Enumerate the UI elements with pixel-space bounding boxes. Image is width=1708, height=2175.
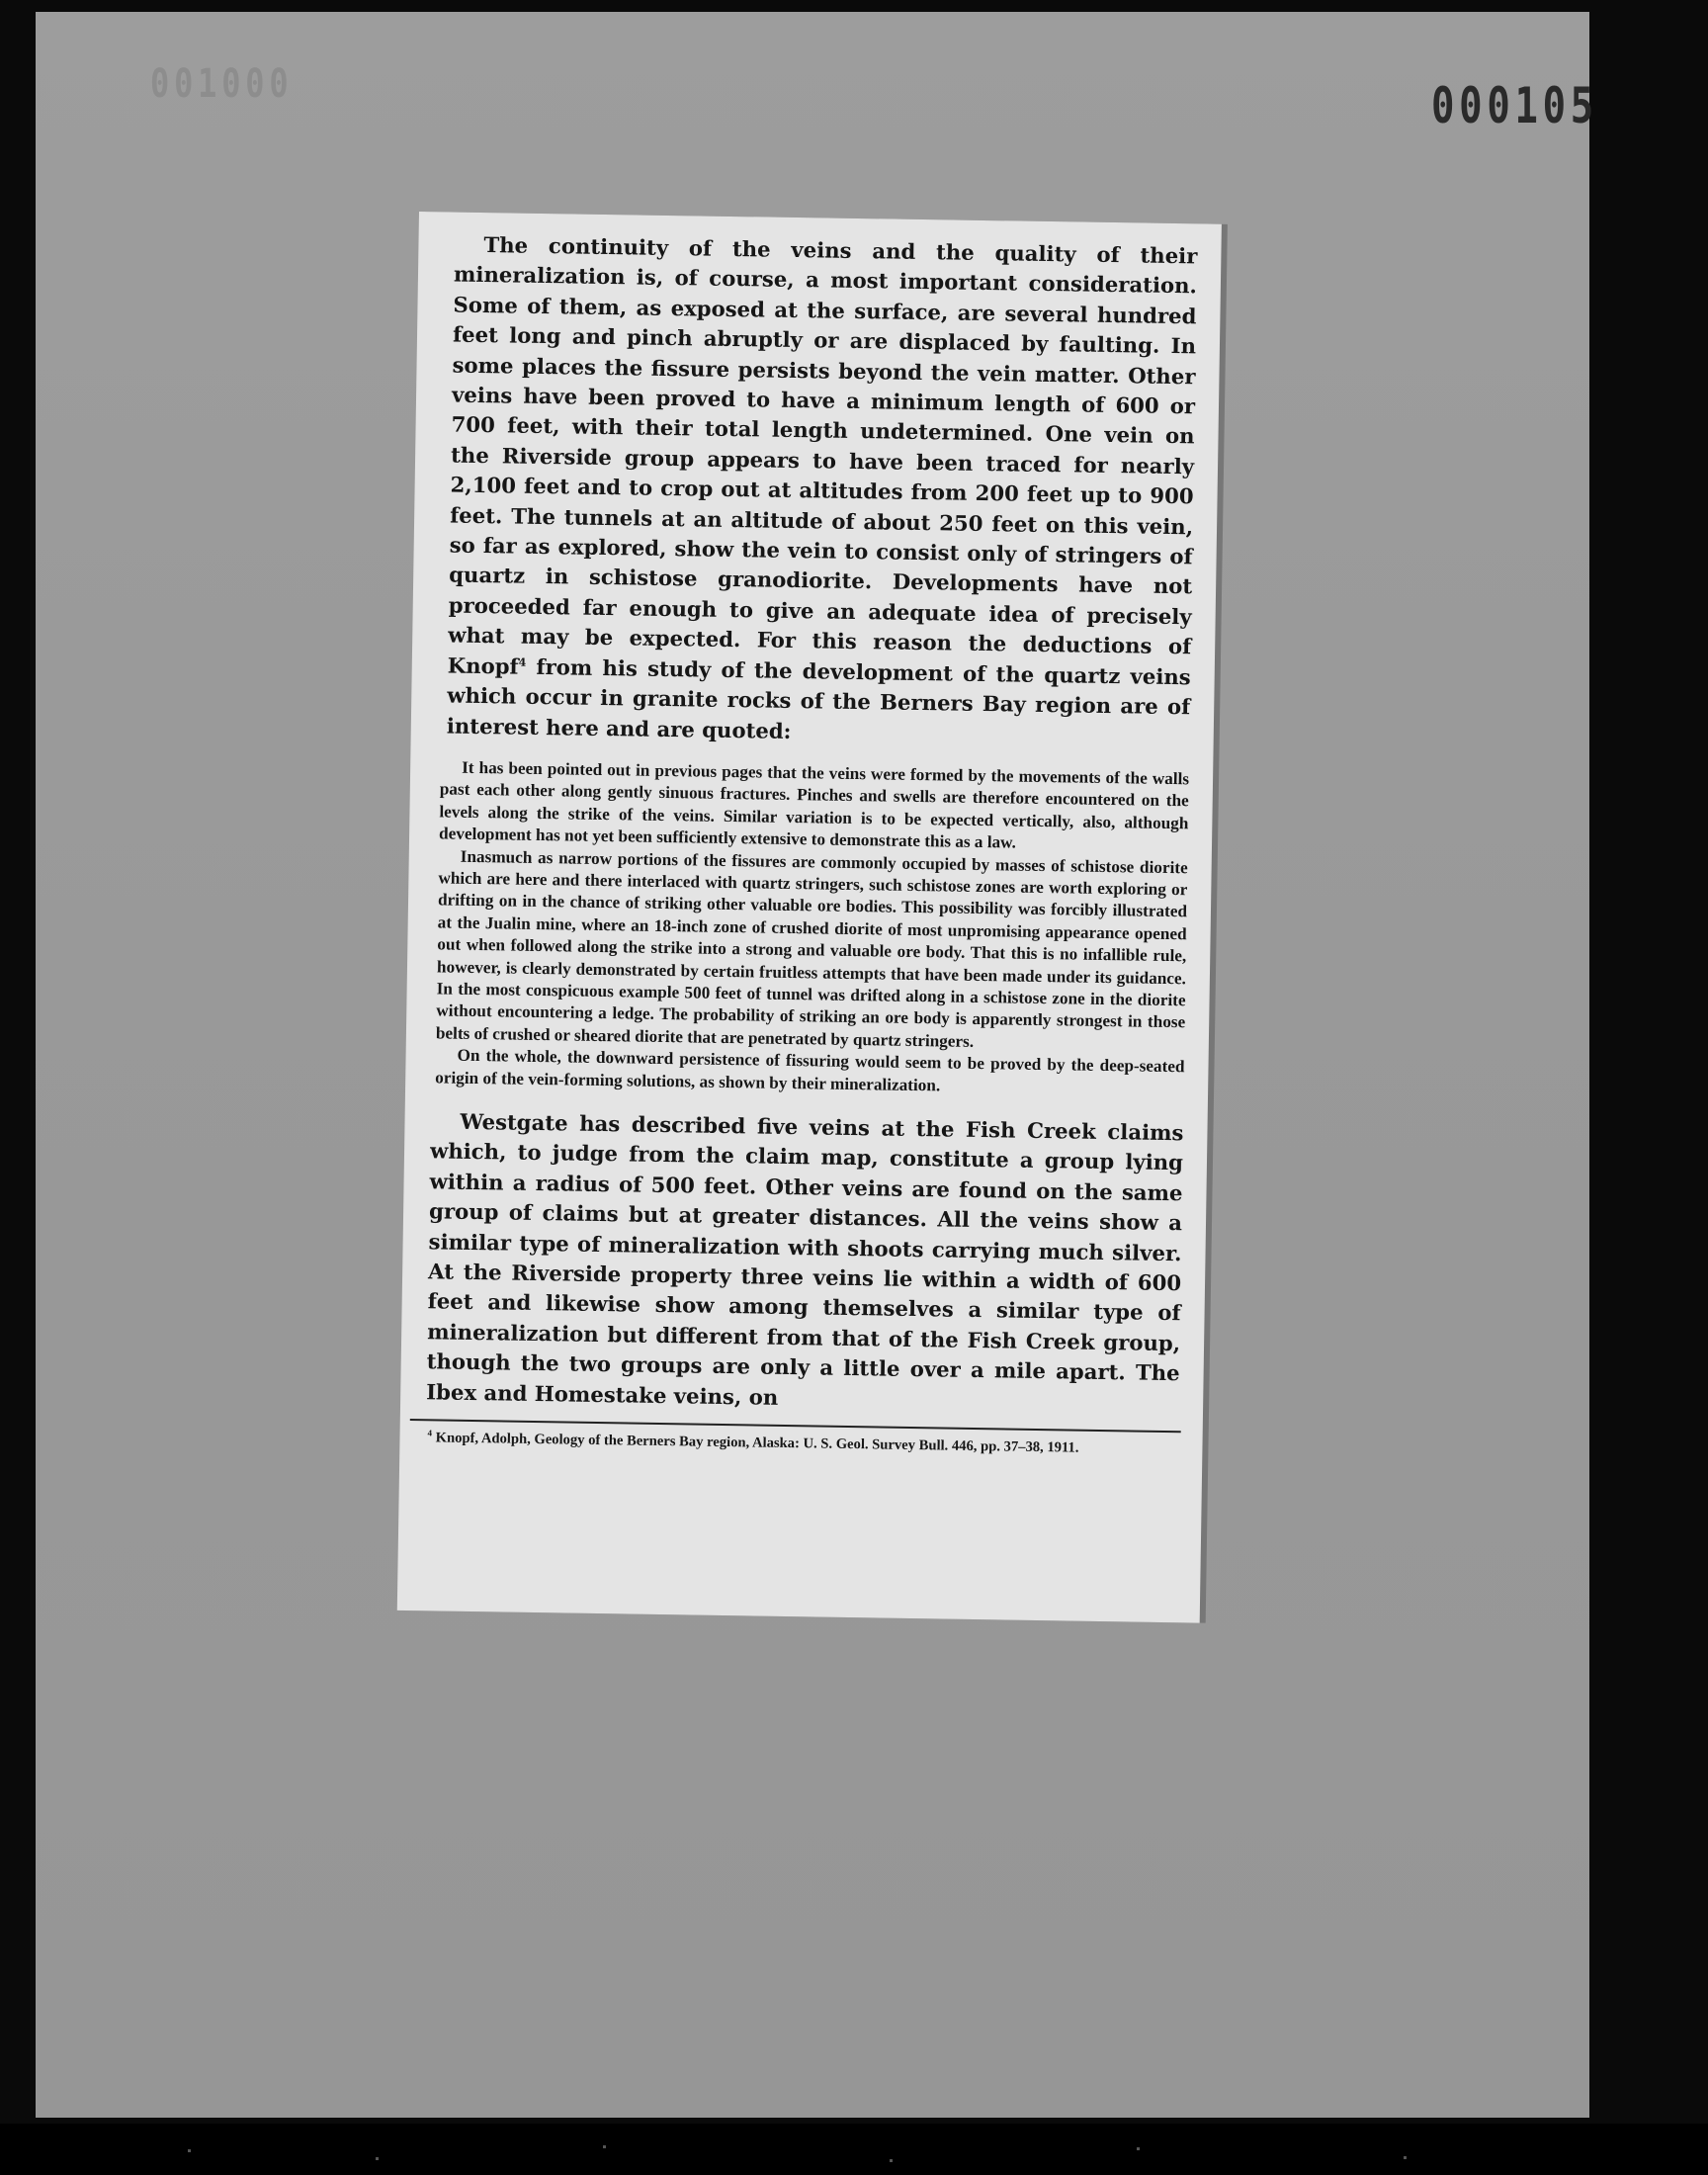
block-quote: [435, 756, 1189, 1100]
dust-speck: [188, 2149, 191, 2152]
footnote: [405, 1429, 1182, 1459]
dust-speck: [603, 2145, 606, 2148]
faded-page-stamp: 001000: [150, 61, 294, 107]
footnote-marker: 4: [427, 1428, 433, 1438]
body-paragraph-1: [447, 230, 1198, 753]
paragraph-1-tail: from his study of the development of the quartz veins which occur in granite rocks of the Berners Bay region are of interest here and are quoted:: [446, 653, 1191, 743]
quote-paragraph-2: Inasmuch as narrow portions of the fissures are commonly occupied by masses of schistose diorite which are here and there interlaced with quartz stringers, such schistose zones are worth exploring or drifting on in the chance of striking other valuable ore bodies. This possibility was forcibly illustrated at the Jualin mine, where an 18-inch zone of crushed diorite of most unpromising appearance opened out when followed along the strike into a strong and valuable ore body. That this is no infallible rule, however, is clearly demonstrated by certain fruitless attempts that have been made under its guidance. In the most conspicuous example 500 feet of tunnel was drifted along in a schistose zone in the diorite without encountering a ledge. The probability of striking an ore body is apparently strongest in those belts of crushed or sheared diorite that are penetrated by quartz stringers.: [435, 846, 1188, 1051]
dust-speck: [1404, 2156, 1407, 2159]
footnote-reference: 4: [518, 655, 527, 669]
dust-speck: [1137, 2147, 1140, 2150]
newspaper-clipping: [397, 212, 1222, 1623]
body-paragraph-2: Westgate has described five veins at the Fish Creek claims which, to judge from the claim map, constitute a group lying within a radius of 500 feet. Other veins are found on the same group of claims but at greater distances. All the veins show a similar type of mineralization with shoots carrying much silver. At the Riverside property three veins lie within a width of 600 feet and likewise show among themselves a similar type of mineralization but different from that of the Fish Creek group, though the two groups are only a little over a mile apart. The Ibex and Homestake veins, on: [426, 1108, 1184, 1410]
footnote-text: Knopf, Adolph, Geology of the Berners Bay region, Alaska: U. S. Geol. Survey Bull. 446, pp. 37–38, 1911.: [431, 1430, 1079, 1456]
scanner-edge-band: [0, 2124, 1708, 2175]
quote-paragraph-1: It has been pointed out in previous pages that the veins were formed by the movements of the walls past each other along gently sinuous fractures. Pinches and swells are therefore encountered on the levels along the strike of the veins. Similar variation is to be expected vertically, also, although development has not yet been sufficiently extensive to demonstrate this as a law.: [438, 757, 1190, 852]
paragraph-1-text: The continuity of the veins and the quality of their mineralization is, of course, a most important consideration. Some of them, as exposed at the surface, are several hundred feet long and pinch abruptly or are displaced by faulting. In some places the fissure persists beyond the vein matter. Other veins have been proved to have a minimum length of 600 or 700 feet, with their total length undetermined. One vein on the Riverside group appears to have been traced for nearly 2,100 feet and to crop out at altitudes from 200 feet up to 900 feet. The tunnels at an altitude of about 250 feet on this vein, so far as explored, show the vein to consist only of stringers of quartz in schistose granodiorite. Developments have not proceeded far enough to give an adequate idea of precisely what may be expected. For this reason the deductions of Knopf: [447, 232, 1198, 679]
quote-paragraph-3: On the whole, the downward persistence of fissuring would seem to be proved by the deep-seated origin of the vein-forming solutions, as shown by their mineralization.: [435, 1045, 1185, 1094]
clipping-content: [426, 230, 1198, 1459]
page-number-stamp: 000105: [1431, 77, 1598, 134]
dust-speck: [890, 2159, 893, 2162]
dust-speck: [376, 2157, 379, 2160]
